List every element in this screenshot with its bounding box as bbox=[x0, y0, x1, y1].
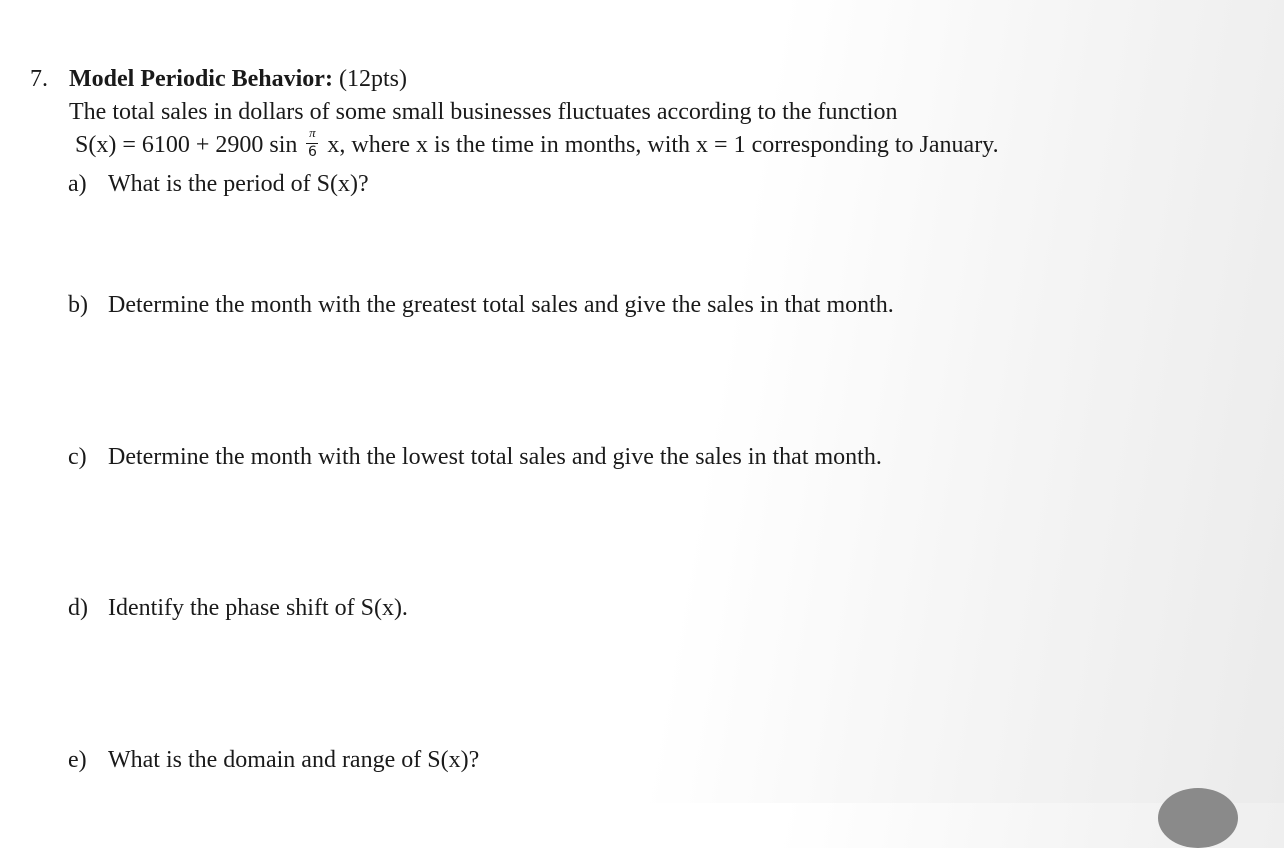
part-d-label: d) bbox=[68, 595, 88, 621]
question-heading bbox=[69, 67, 407, 91]
pi-over-six-fraction bbox=[305, 125, 319, 161]
question-title: Model Periodic Behavior: bbox=[69, 66, 333, 92]
part-c-label: c) bbox=[68, 444, 87, 470]
question-number: 7. bbox=[30, 66, 48, 92]
part-d-text: Identify the phase shift of S(x). bbox=[108, 595, 408, 621]
part-c-text: Determine the month with the lowest total sales and give the sales in that month. bbox=[108, 444, 882, 470]
part-a bbox=[68, 172, 369, 196]
question-intro: The total sales in dollars of some small businesses fluctuates according to the function bbox=[69, 99, 898, 125]
fraction-denominator: 6 bbox=[307, 144, 317, 161]
formula-lhs: S(x) = 6100 + 2900 sin bbox=[75, 132, 298, 158]
part-a-text: What is the period of S(x)? bbox=[108, 171, 369, 197]
part-e-label: e) bbox=[68, 747, 87, 773]
sales-formula bbox=[75, 125, 999, 161]
question-points: (12pts) bbox=[338, 66, 407, 92]
part-e bbox=[68, 748, 479, 772]
corner-overlay-shape bbox=[1158, 788, 1238, 848]
part-d bbox=[68, 596, 408, 620]
part-a-label: a) bbox=[68, 171, 87, 197]
fraction-numerator: π bbox=[309, 125, 316, 141]
part-e-text: What is the domain and range of S(x)? bbox=[108, 747, 480, 773]
formula-rhs: x, where x is the time in months, with x = 1 corresponding to January. bbox=[327, 132, 999, 158]
part-c bbox=[68, 445, 882, 469]
part-b-text: Determine the month with the greatest total sales and give the sales in that month. bbox=[108, 292, 894, 318]
part-b-label: b) bbox=[68, 292, 88, 318]
part-b bbox=[68, 293, 894, 317]
